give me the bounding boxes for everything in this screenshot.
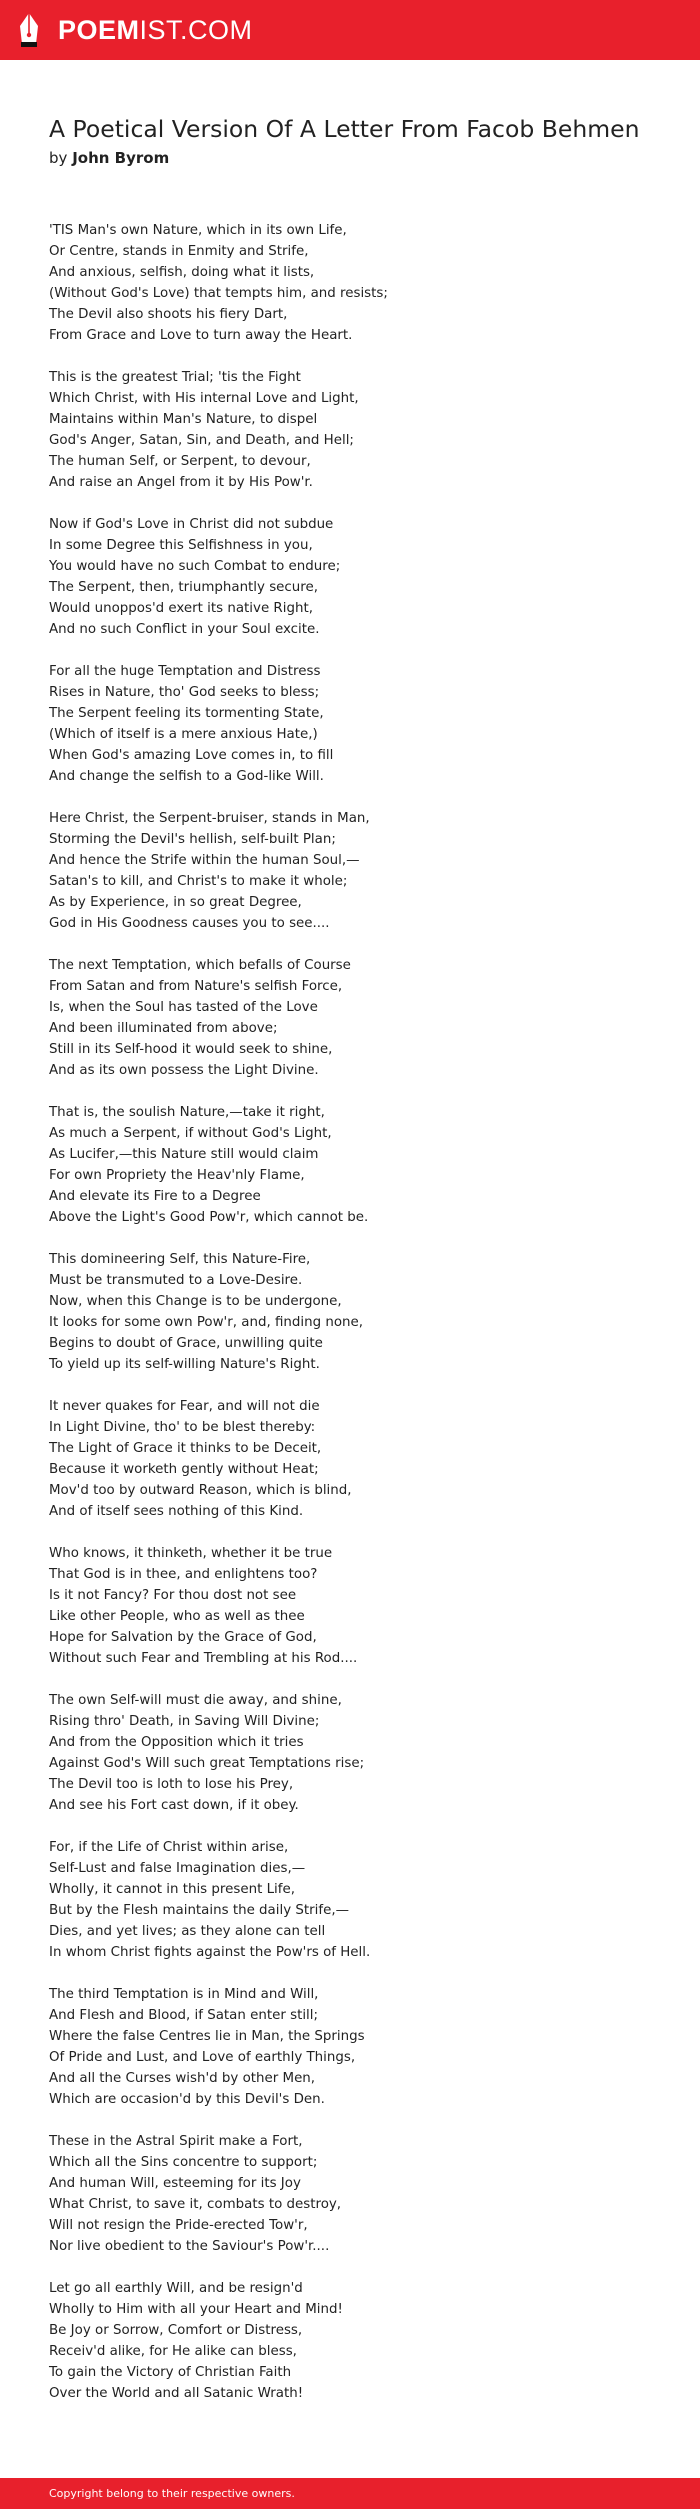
poem-line: Hope for Salvation by the Grace of God, — [49, 1630, 317, 1645]
site-header — [0, 0, 700, 60]
poem-line: From Grace and Love to turn away the Heart. — [49, 328, 353, 343]
poem-line: Mov'd too by outward Reason, which is blind, — [49, 1483, 352, 1498]
poem-line: The third Temptation is in Mind and Will, — [49, 1987, 319, 2002]
poem-line: Storming the Devil's hellish, self-built Plan; — [49, 832, 336, 847]
poem-line: Above the Light's Good Pow'r, which cannot be. — [49, 1210, 369, 1225]
stanza — [49, 661, 669, 787]
poem-line: God's Anger, Satan, Sin, and Death, and Hell; — [49, 433, 354, 448]
poem-line: For all the huge Temptation and Distress — [49, 664, 321, 679]
poem-line: And from the Opposition which it tries — [49, 1735, 304, 1750]
poem-line: It looks for some own Pow'r, and, finding none, — [49, 1315, 364, 1330]
poem-line: Wholly to Him with all your Heart and Mind! — [49, 2302, 343, 2317]
poem-line: And as its own possess the Light Divine. — [49, 1063, 319, 1078]
poem-line: From Satan and from Nature's selfish Force, — [49, 979, 343, 994]
poem-line: (Which of itself is a mere anxious Hate,) — [49, 727, 318, 742]
logo-wordmark-bold: POEM — [58, 15, 140, 45]
stanza — [49, 1249, 669, 1375]
site-footer — [0, 2478, 700, 2509]
poem-line: Wholly, it cannot in this present Life, — [49, 1882, 295, 1897]
poem-line: What Christ, to save it, combats to destroy, — [49, 2197, 342, 2212]
poem-line: Self-Lust and false Imagination dies,— — [49, 1861, 306, 1876]
poem-line: And of itself sees nothing of this Kind. — [49, 1504, 304, 1519]
poem-line: Because it worketh gently without Heat; — [49, 1462, 319, 1477]
stanza — [49, 220, 669, 346]
poem-line: Who knows, it thinketh, whether it be true — [49, 1546, 333, 1561]
site-logo[interactable] — [18, 12, 253, 48]
poem-line: Is it not Fancy? For thou dost not see — [49, 1588, 297, 1603]
poem-line: As much a Serpent, if without God's Light, — [49, 1126, 332, 1141]
copyright-notice: Copyright belong to their respective owners. — [49, 2487, 295, 2500]
poem-line: Like other People, who as well as thee — [49, 1609, 305, 1624]
poem-line: Rises in Nature, tho' God seeks to bless; — [49, 685, 320, 700]
poem-line: This is the greatest Trial; 'tis the Fight — [49, 370, 301, 385]
poem-line: Where the false Centres lie in Man, the Springs — [49, 2029, 365, 2044]
poem-line: That is, the soulish Nature,—take it right, — [49, 1105, 325, 1120]
poem-line: That God is in thee, and enlightens too? — [49, 1567, 318, 1582]
poem-line: And raise an Angel from it by His Pow'r. — [49, 475, 313, 490]
poem-line: And all the Curses wish'd by other Men, — [49, 2071, 316, 2086]
poem-line: Begins to doubt of Grace, unwilling quite — [49, 1336, 323, 1351]
poem-line: 'TIS Man's own Nature, which in its own Life, — [49, 223, 347, 238]
poem-line: Now if God's Love in Christ did not subdue — [49, 517, 334, 532]
poem-line: Must be transmuted to a Love-Desire. — [49, 1273, 303, 1288]
poem-line: These in the Astral Spirit make a Fort, — [49, 2134, 303, 2149]
logo-wordmark-light: IST.COM — [139, 15, 253, 45]
poem-line: For own Propriety the Heav'nly Flame, — [49, 1168, 305, 1183]
author-name[interactable]: John Byrom — [72, 149, 170, 167]
stanza — [49, 367, 669, 493]
poem-line: The Devil also shoots his fiery Dart, — [49, 307, 288, 322]
poem-line: Which are occasion'd by this Devil's Den. — [49, 2092, 325, 2107]
poem-line: And been illuminated from above; — [49, 1021, 278, 1036]
poem-line: Satan's to kill, and Christ's to make it whole; — [49, 874, 348, 889]
poem-line: In some Degree this Selfishness in you, — [49, 538, 313, 553]
poem-line: Or Centre, stands in Enmity and Strife, — [49, 244, 309, 259]
poem-line: Be Joy or Sorrow, Comfort or Distress, — [49, 2323, 303, 2338]
poem-line: To gain the Victory of Christian Faith — [49, 2365, 292, 2380]
poem-line: This domineering Self, this Nature-Fire, — [49, 1252, 311, 1267]
stanza — [49, 1690, 669, 1816]
pen-nib-icon — [18, 12, 40, 48]
poem-body — [49, 220, 669, 2425]
stanza — [49, 1837, 669, 1963]
poem-line: And no such Conflict in your Soul excite. — [49, 622, 320, 637]
poem-line: Nor live obedient to the Saviour's Pow'r.... — [49, 2239, 330, 2254]
poem-line: When God's amazing Love comes in, to fill — [49, 748, 334, 763]
poem-line: To yield up its self-willing Nature's Right. — [49, 1357, 320, 1372]
poem-line: Now, when this Change is to be undergone, — [49, 1294, 342, 1309]
stanza — [49, 1396, 669, 1522]
poem-line: And see his Fort cast down, if it obey. — [49, 1798, 299, 1813]
poem-line: The Light of Grace it thinks to be Deceit, — [49, 1441, 322, 1456]
poem-line: For, if the Life of Christ within arise, — [49, 1840, 289, 1855]
poem-line: Which Christ, with His internal Love and Light, — [49, 391, 359, 406]
poem-line: You would have no such Combat to endure; — [49, 559, 341, 574]
poem-line: Against God's Will such great Temptations rise; — [49, 1756, 365, 1771]
stanza — [49, 1102, 669, 1228]
stanza — [49, 955, 669, 1081]
poem-line: God in His Goodness causes you to see.... — [49, 916, 330, 931]
stanza — [49, 514, 669, 640]
poem-line: In whom Christ fights against the Pow'rs of Hell. — [49, 1945, 371, 1960]
poem-line: The own Self-will must die away, and shine, — [49, 1693, 342, 1708]
poem-line: And hence the Strife within the human Soul,— — [49, 853, 360, 868]
poem-line: As by Experience, in so great Degree, — [49, 895, 302, 910]
poem-line: Rising thro' Death, in Saving Will Divine; — [49, 1714, 320, 1729]
poem-line: The next Temptation, which befalls of Course — [49, 958, 351, 973]
stanza — [49, 2131, 669, 2257]
logo-wordmark — [58, 12, 253, 48]
poem-line: Let go all earthly Will, and be resign'd — [49, 2281, 303, 2296]
poem-line: Would unoppos'd exert its native Right, — [49, 601, 313, 616]
poem-line: The Serpent feeling its tormenting State, — [49, 706, 324, 721]
byline-prefix: by — [49, 149, 68, 167]
poem-title: A Poetical Version Of A Letter From Facob Behmen — [49, 115, 640, 143]
poem-line: Dies, and yet lives; as they alone can tell — [49, 1924, 326, 1939]
stanza — [49, 1984, 669, 2110]
stanza — [49, 1543, 669, 1669]
poem-line: The Devil too is loth to lose his Prey, — [49, 1777, 294, 1792]
stanza — [49, 2278, 669, 2404]
poem-line: Is, when the Soul has tasted of the Love — [49, 1000, 318, 1015]
stanza — [49, 808, 669, 934]
poem-line: And change the selfish to a God-like Will. — [49, 769, 324, 784]
poem-line: Of Pride and Lust, and Love of earthly Things, — [49, 2050, 356, 2065]
poem-line: Over the World and all Satanic Wrath! — [49, 2386, 304, 2401]
poem-line: The Serpent, then, triumphantly secure, — [49, 580, 318, 595]
poem-line: As Lucifer,—this Nature still would claim — [49, 1147, 319, 1162]
byline — [49, 148, 169, 168]
poem-line: It never quakes for Fear, and will not die — [49, 1399, 320, 1414]
poem-line: Maintains within Man's Nature, to dispel — [49, 412, 318, 427]
poem-line: Without such Fear and Trembling at his Rod.... — [49, 1651, 358, 1666]
poem-line: And human Will, esteeming for its Joy — [49, 2176, 301, 2191]
poem-line: And Flesh and Blood, if Satan enter still; — [49, 2008, 319, 2023]
poem-line: And anxious, selfish, doing what it lists, — [49, 265, 315, 280]
poem-line: Here Christ, the Serpent-bruiser, stands in Man, — [49, 811, 370, 826]
poem-line: And elevate its Fire to a Degree — [49, 1189, 261, 1204]
poem-line: Receiv'd alike, for He alike can bless, — [49, 2344, 297, 2359]
poem-line: Will not resign the Pride-erected Tow'r, — [49, 2218, 308, 2233]
poem-line: In Light Divine, tho' to be blest thereby: — [49, 1420, 316, 1435]
poem-line: Still in its Self-hood it would seek to shine, — [49, 1042, 333, 1057]
poem-line: Which all the Sins concentre to support; — [49, 2155, 318, 2170]
poem-line: The human Self, or Serpent, to devour, — [49, 454, 311, 469]
poem-line: But by the Flesh maintains the daily Strife,— — [49, 1903, 349, 1918]
poem-line: (Without God's Love) that tempts him, and resists; — [49, 286, 388, 301]
